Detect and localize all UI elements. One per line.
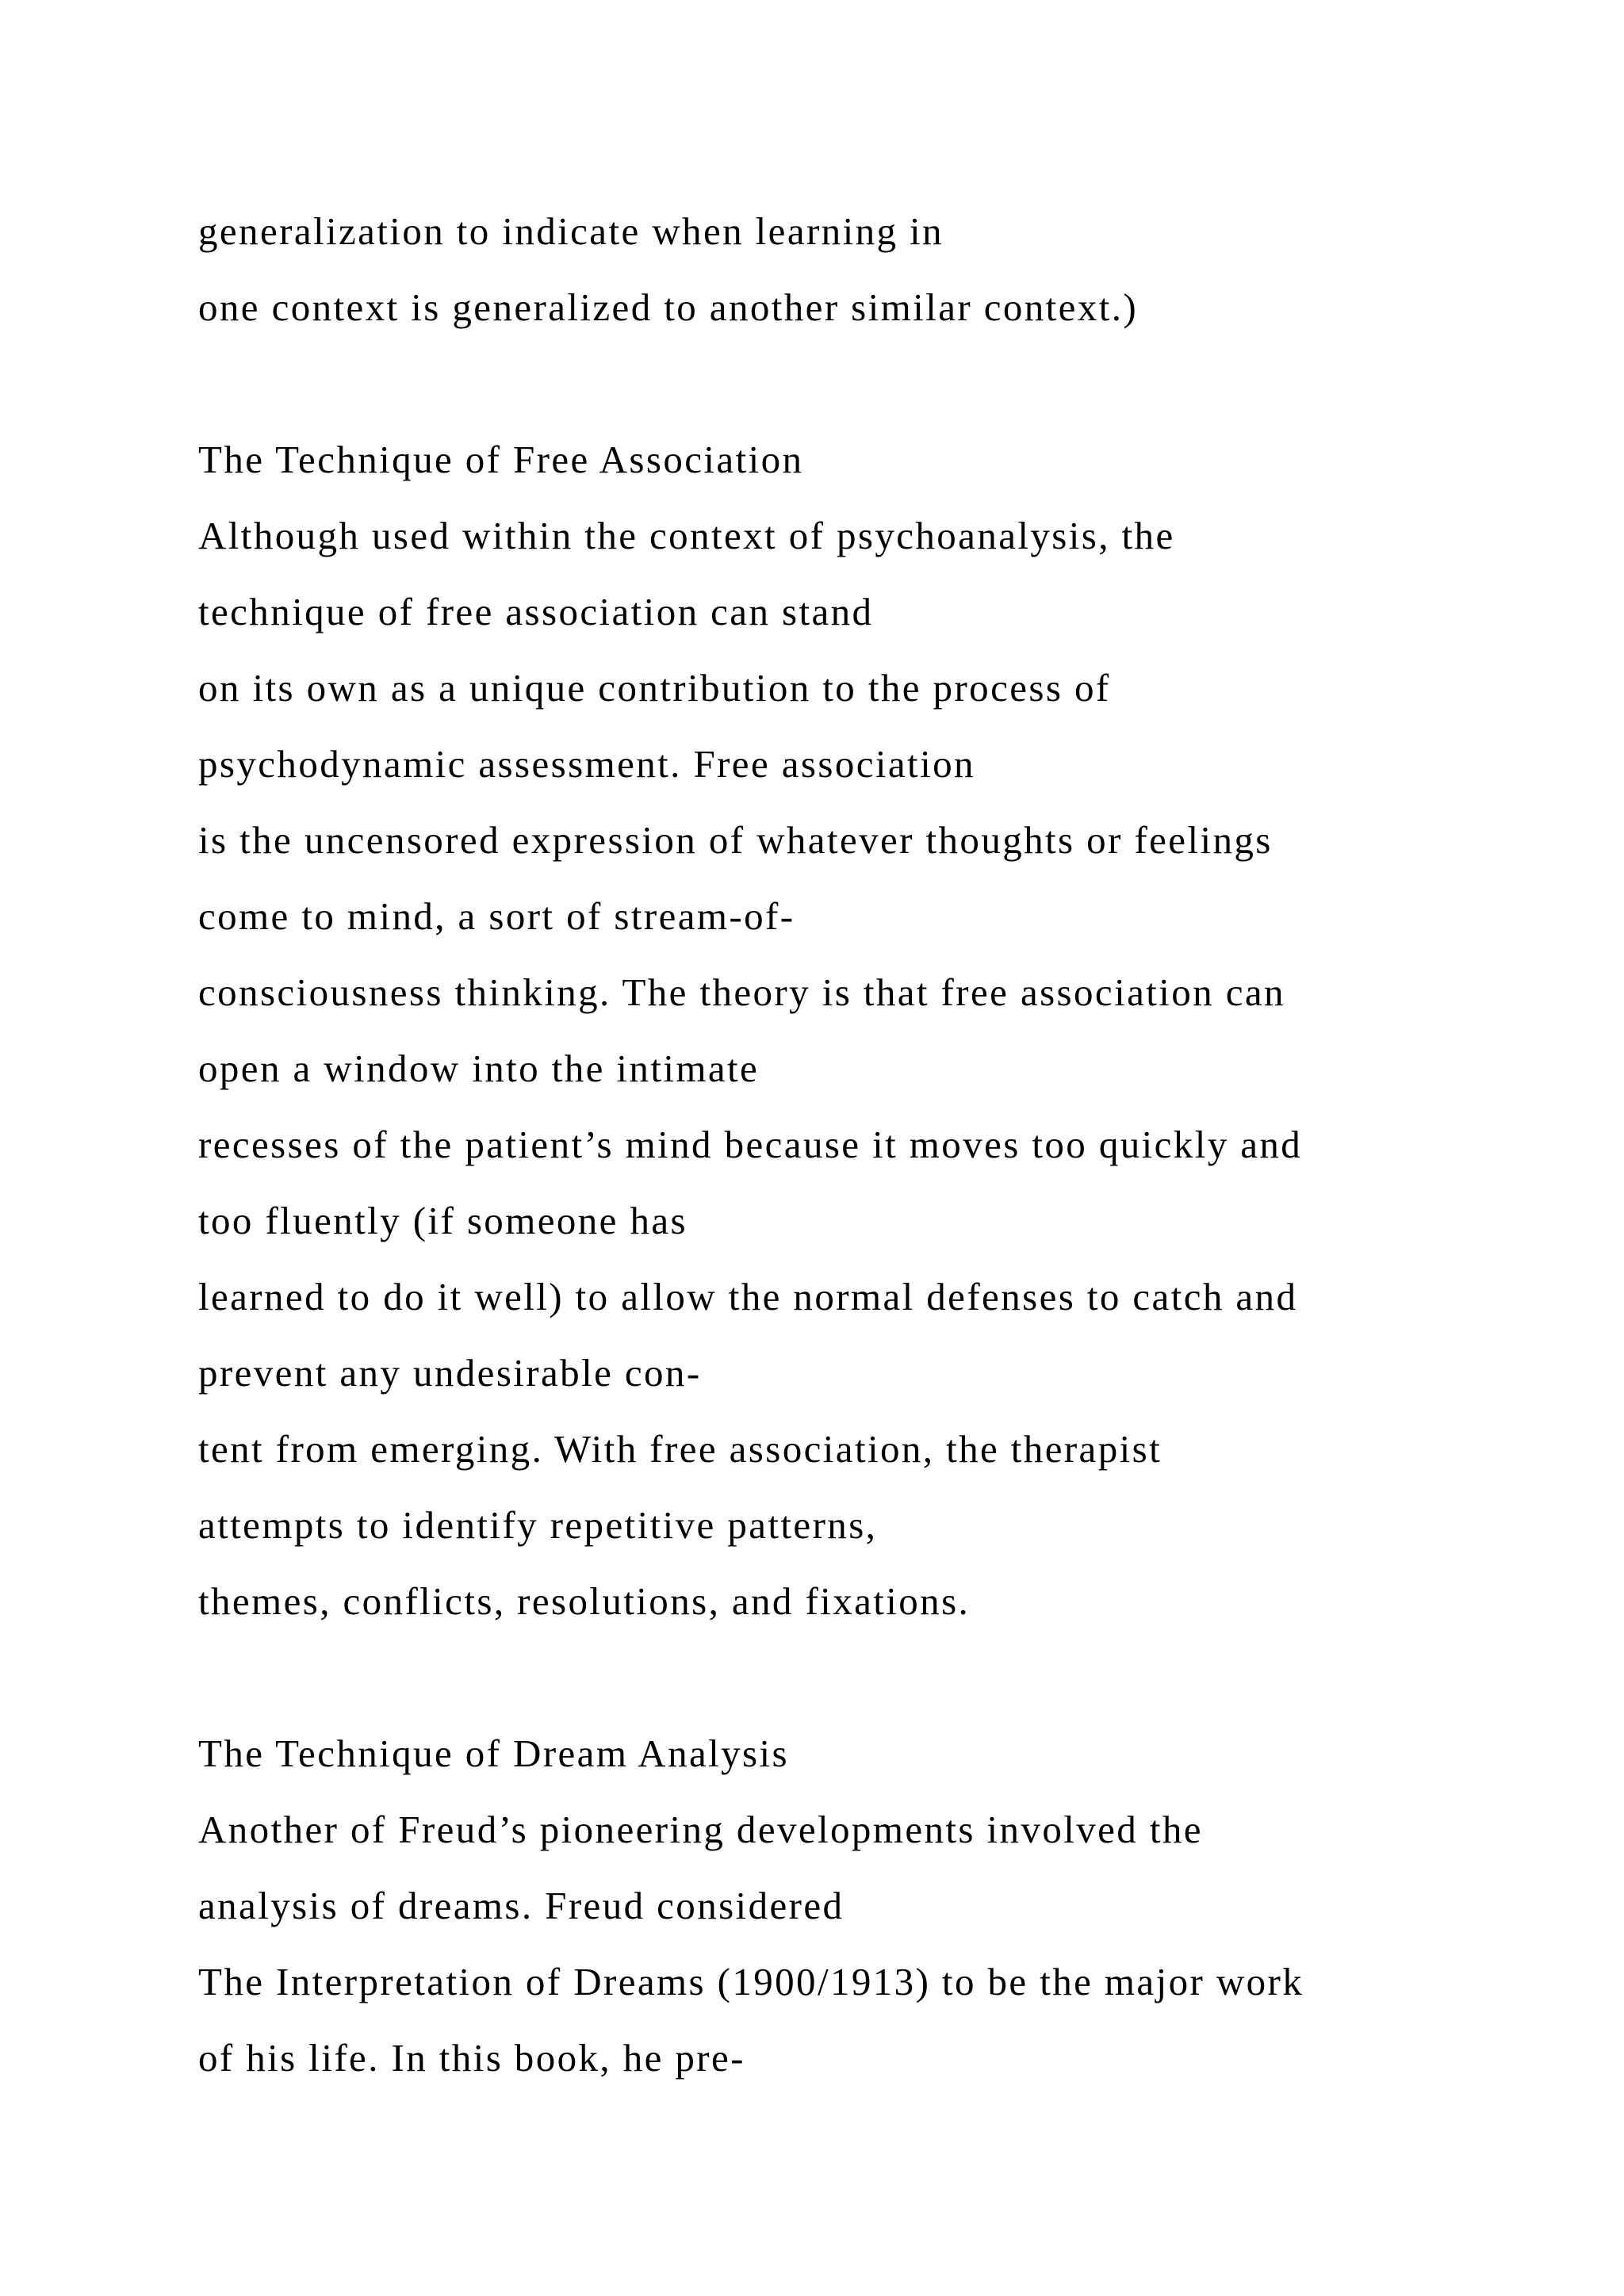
body-line: Although used within the context of psychoanalysis, the (198, 514, 1175, 557)
body-line: Another of Freud’s pioneering developments involved the (198, 1808, 1203, 1851)
body-line: themes, conflicts, resolutions, and fixations. (198, 1579, 971, 1623)
body-line: come to mind, a sort of stream-of- (198, 894, 795, 938)
body-line: of his life. In this book, he pre- (198, 2036, 745, 2080)
body-line: prevent any undesirable con- (198, 1351, 702, 1395)
body-line: too fluently (if someone has (198, 1199, 688, 1242)
body-line: consciousness thinking. The theory is that free association can (198, 970, 1285, 1014)
document-body (198, 193, 1546, 2096)
body-line: recesses of the patient’s mind because it moves too quickly and (198, 1123, 1303, 1166)
paragraph-gap (198, 1640, 1546, 1716)
body-line: one context is generalized to another similar context.) (198, 285, 1139, 329)
body-line: analysis of dreams. Freud considered (198, 1884, 845, 1927)
body-line: technique of free association can stand (198, 590, 874, 633)
body-line: psychodynamic assessment. Free association (198, 742, 975, 786)
body-line: The Interpretation of Dreams (1900/1913) to be the major work (198, 1960, 1304, 2003)
body-line: tent from emerging. With free association, the therapist (198, 1427, 1162, 1471)
section-heading-free-association: The Technique of Free Association (198, 438, 804, 481)
body-line: is the uncensored expression of whatever thoughts or feelings (198, 818, 1273, 862)
paragraph-gap (198, 346, 1546, 422)
body-line: generalization to indicate when learning in (198, 209, 944, 253)
body-line: open a window into the intimate (198, 1047, 760, 1090)
body-line: learned to do it well) to allow the normal defenses to catch and (198, 1275, 1298, 1318)
body-line: attempts to identify repetitive patterns, (198, 1503, 878, 1547)
section-heading-dream-analysis: The Technique of Dream Analysis (198, 1732, 789, 1775)
body-line: on its own as a unique contribution to the process of (198, 666, 1111, 710)
